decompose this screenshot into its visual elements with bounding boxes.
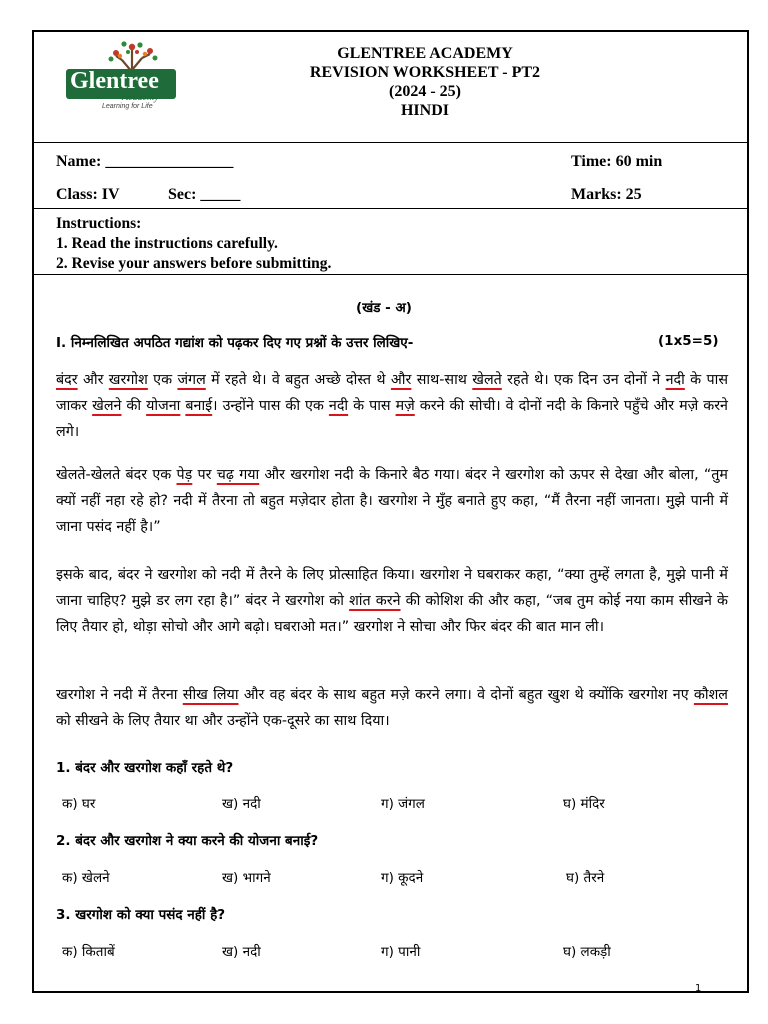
mcq-option: घ) लकड़ी xyxy=(563,944,611,960)
mcq-question: 3. खरगोश को क्या पसंद नहीं है? xyxy=(56,907,226,923)
passage-text: की कोशिश की और कहा, “जब तुम कोई नया काम सीखने के लिए तैयार हो, थोड़ा सोचो और आगे बढ़ो। घबराओ मत।” खरगोश ने सोचा और फिर बंदर की बात मान ली। xyxy=(56,593,728,635)
passage-text: और खरगोश नदी के किनारे बैठ गया। बंदर ने खरगोश को ऊपर से देखा और बोला, “तुम क्यों नहीं नहा रहे हो? नदी में तैरना तो बहुत मज़ेदार होता है। खरगोश ने मुँह बनाते हुए कहा, “मैं तैरना नहीं जानता। मुझे पानी में जाना पसंद नहीं है।” xyxy=(56,467,728,535)
passage-text: एक xyxy=(147,372,178,388)
question-heading: I. निम्नलिखित अपठित गद्यांश को पढ़कर दिए गए प्रश्नों के उत्तर लिखिए- xyxy=(56,335,414,351)
class-field: Class: IV xyxy=(56,186,120,203)
passage-text: और वह बंदर के साथ बहुत मज़े करने लगा। वे दोनों बहुत खुश थे क्योंकि खरगोश नए xyxy=(238,687,694,703)
mcq-question: 2. बंदर और खरगोश ने क्या करने की योजना बनाई? xyxy=(56,833,319,849)
instruction-item: 1. Read the instructions carefully. xyxy=(56,235,278,252)
instructions-heading: Instructions: xyxy=(56,215,142,232)
mcq-option: घ) तैरने xyxy=(566,870,605,886)
instructions-block xyxy=(56,214,331,274)
passage-paragraph xyxy=(56,562,728,640)
mcq-option: ख) नदी xyxy=(222,944,261,960)
underlined-word: योजना xyxy=(146,398,181,414)
academic-year: (2024 - 25) xyxy=(389,83,461,100)
passage-text: खरगोश ने नदी में तैरना xyxy=(56,687,183,703)
passage-paragraph xyxy=(56,462,728,540)
passage-paragraph xyxy=(56,682,728,734)
passage-paragraph xyxy=(56,367,728,445)
logo-tagline: Learning for Life xyxy=(102,103,153,110)
underlined-word: कौशल xyxy=(693,687,729,703)
passage-text: के पास xyxy=(348,398,396,414)
divider xyxy=(32,208,749,209)
school-logo xyxy=(62,36,186,116)
passage-text: रहते थे। एक दिन उन दोनों ने xyxy=(501,372,666,388)
underlined-word: पेड़ xyxy=(176,467,193,483)
question-marks: (1x5=5) xyxy=(658,333,719,349)
instruction-item: 2. Revise your answers before submitting. xyxy=(56,255,332,272)
mcq-option: घ) मंदिर xyxy=(563,796,605,812)
page-number: 1 xyxy=(695,983,702,994)
mcq-option: ग) कूदने xyxy=(381,870,424,886)
passage-text: में रहते थे। वे बहुत अच्छे दोस्त थे xyxy=(205,372,391,388)
underlined-word: खेलने xyxy=(92,398,122,414)
underlined-word: जंगल xyxy=(177,372,206,388)
underlined-word: नदी xyxy=(328,398,349,414)
passage-text: के पास जाकर xyxy=(56,372,728,414)
underlined-word: बंदर xyxy=(56,372,78,388)
underlined-word: सीख लिया xyxy=(182,687,239,703)
mcq-question: 1. बंदर और खरगोश कहाँ रहते थे? xyxy=(56,760,234,776)
divider xyxy=(32,142,749,143)
underlined-word: और xyxy=(390,372,412,388)
passage-text: । उन्होंने पास की एक xyxy=(212,398,329,414)
passage-text: पर xyxy=(192,467,217,483)
name-field: Name: ________________ xyxy=(56,153,234,170)
section-title: (खंड - अ) xyxy=(356,300,412,316)
time-field: Time: 60 min xyxy=(571,153,663,170)
underlined-word: खरगोश xyxy=(108,372,148,388)
passage-text: करने की सोची। वे दोनों नदी के किनारे पहुँचे और मज़े करने लगे। xyxy=(56,398,728,440)
mcq-option: ग) जंगल xyxy=(381,796,425,812)
school-name: GLENTREE ACADEMY xyxy=(337,45,513,62)
section-field: Sec: _____ xyxy=(168,186,241,203)
mcq-option: ख) भागने xyxy=(222,870,271,886)
logo-name: Glentree xyxy=(70,68,159,94)
mcq-option: क) खेलने xyxy=(62,870,110,886)
underlined-word: शांत करने xyxy=(349,593,401,609)
passage-text: खेलते-खेलते बंदर एक xyxy=(56,467,177,483)
passage-text: को सीखने के लिए तैयार था और उन्होंने एक-दूसरे का साथ दिया। xyxy=(56,713,390,729)
underlined-word: नदी xyxy=(665,372,685,388)
passage-text: साथ-साथ xyxy=(411,372,473,388)
logo-sub: Academy xyxy=(122,92,159,103)
mcq-option: क) घर xyxy=(62,796,96,812)
worksheet-title: REVISION WORKSHEET - PT2 xyxy=(309,64,541,81)
passage-text: और xyxy=(77,372,109,388)
passage-text: इसके बाद, बंदर ने खरगोश को नदी में तैरने के लिए प्रोत्साहित किया। खरगोश ने घबराकर कहा, “क्या तुम्हें लगता है, मुझे पानी में जाना चाहिए? मुझे डर लग रहा है।” बंदर ने खरगोश को xyxy=(56,567,728,609)
underlined-word: चढ़ गया xyxy=(216,467,260,483)
subject-name: HINDI xyxy=(400,102,449,119)
underlined-word: खेलते xyxy=(472,372,502,388)
underlined-word: मज़े xyxy=(395,398,415,414)
marks-field: Marks: 25 xyxy=(571,186,642,203)
worksheet-header xyxy=(220,44,630,120)
mcq-option: ग) पानी xyxy=(381,944,421,960)
divider xyxy=(32,274,749,275)
mcq-option: ख) नदी xyxy=(222,796,261,812)
passage-text: की xyxy=(121,398,147,414)
mcq-option: क) किताबें xyxy=(62,944,115,960)
underlined-word: बनाई xyxy=(185,398,213,414)
